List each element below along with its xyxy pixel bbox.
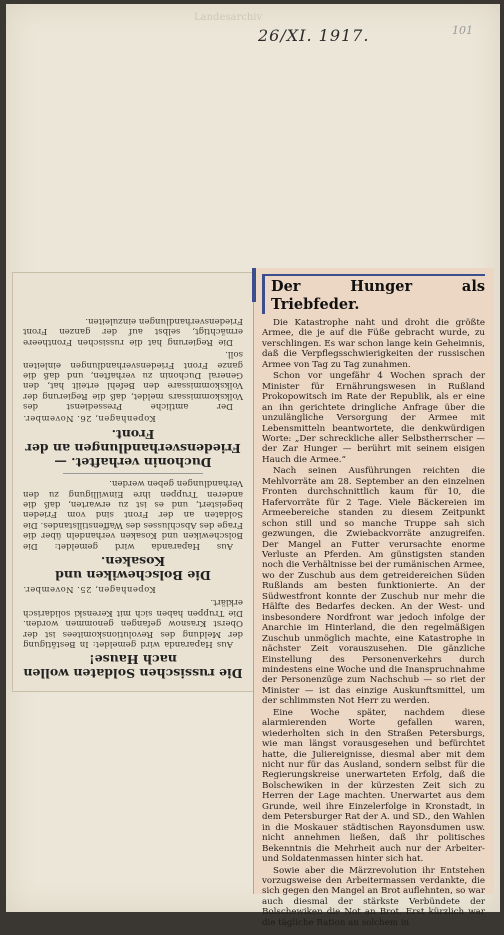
article-clipping [253, 268, 494, 928]
article-paragraph: Sowie aber die Märzrevolution ihr Entstehen vorzugsweise den Arbeitermassen verdankte, die sich gegen den Mangel an Brot auflehnten, so war auch diesmal der stärkste Verbündete der Bolschewiken die Not an Brot. Erst kürzlich war die tägliche Ration an solchem in [262, 865, 485, 928]
article-paragraph: Nach seinen Ausführungen reichten die Mehlvorräte am 28. September an den einzelnen Fronten durchschnittlich kaum für 10, die Hafervorräte für 2 Tage. Viele Bäckereien im Armeebereiche standen zu diesem Zeitpunkt schon still und so manche Truppe sah sich gezwungen, die Zwiebackvorräte anzugreifen. Der Mangel an Futter verursachte enorme Verluste an Pferden. Am günstigsten standen noch die Verhältnisse bei der rumänischen Armee, wo der Zuschub aus dem getreidereichen Süden Rußlands am besten funktionierte. An der Südwestfront konnte der Zuschub nur mehr die Hälfte des Bedarfes decken. An der West- und insbesondere Nordfront war jedoch infolge der Anarchie im Hinterland, die den regelmäßigen Zuschub unmöglich machte, eine Katastrophe in nächster Zeit vorauszusehen. Die gänzliche Einstellung des Personenverkehrs durch mindestens eine Woche und die Inanspruchnahme der Personenzüge zum Nachschub — so riet der Minister — ist das einzige Auskunftsmittel, um der schlimmsten Not Herr zu werden. [262, 466, 485, 707]
faint-stamp: Landesarchiv [194, 12, 263, 23]
separator-rule [63, 473, 203, 474]
clipping-heading: Duchonin verhaftet. — Friedensverhandlungen an der Front. [25, 426, 241, 470]
clipping-paragraph: Aus Haparanda wird gemeldet: In Bestätigung der Meldung des Revolutionskomitees ist der Oberst Krasnow gefangen genommen worden. Die Truppen haben sich mit Kerenski solidarisch erklärt. [23, 597, 243, 649]
article-paragraph: Schon vor ungefähr 4 Wochen sprach der Minister für Ernährungswesen in Rußland Prokopowitsch im Rate der Republik, als er eine an ihn gerichtete dringliche Anfrage über die unzulängliche Versorgung der Armee mit Lebensmitteln beantwortete, die denkwürdigen Worte: „Der schreckliche aller Selbstherrscher — der Zar Hunger — berührt mit seinem eisigen Hauch die Armee.“ [262, 371, 485, 465]
dateline: Kopenhagen, 26. November. [23, 413, 156, 424]
article-paragraph: Die Katastrophe naht und droht die größte Armee, die je auf die Füße gebracht wurde, zu verschlingen. Es war schon lange kein Geheimnis, daß die Verpflegsschwierigkeiten der russischen Armee von Tag zu Tag zunahmen. [262, 318, 485, 370]
dateline: Kopenhagen, 25. November. [23, 584, 156, 595]
upside-down-clipping-content [13, 273, 253, 691]
clipping-heading: Die russischen Soldaten wollen nach Hause! [23, 652, 243, 681]
blue-pencil-mark [252, 268, 256, 302]
page-number: 101 [452, 24, 473, 37]
clipping-heading: Die Bolschewiken und Kosaken. [55, 553, 211, 583]
clipping-paragraph: Der amtliche Pressedienst des Volkskommissars meldet, daß die Regierung der Volkskommissare den Befehl erteilt hat, den General Duchonin zu verhaften, und daß die ganze Front Friedensverhandlungen einleiten soll. [23, 349, 243, 412]
clipping-paragraph: Die Regierung hat die russischen Frontheere ermächtigt, selbst auf der ganzen Front Friedensverhandlungen einzuleiten. [23, 316, 243, 347]
article-content [254, 268, 494, 935]
upside-down-clipping [12, 272, 254, 692]
article-title: Der Hunger als Triebfeder. [262, 274, 485, 314]
article-paragraph: Eine Woche später, nachdem diese alarmierenden Worte gefallen waren, wiederholten sich in den Straßen Petersburgs, wie man längst vorausgesehen und befürchtet hatte, die Juliereignisse, diesmal aber mit dem nicht nur für das Ausland, sondern selbst für die Regierungskreise unerwarteten Erfolg, daß die Bolschewiken in der kürzesten Zeit sich zu Herren der Lage machten. Unerwartet aus dem Grunde, weil ihre Einzelerfolge in Kronstadt, in dem Petersburger Rat der A. und SD., den Wahlen in die Moskauer städtischen Rayonsdumen usw. nicht annehmen ließen, daß ihr politisches Bekenntnis die Mehrheit auch nur der Arbeiter- und Soldatenmassen hinter sich hat. [262, 707, 485, 865]
clipping-paragraph: Aus Haparanda wird gemeldet: Die Bolschewiken und Kosaken verhandeln über die Frage des Abschlusses des Waffenstillstandes. Die Soldaten an der Front sind vom Frieden begeistert, und es ist zu erwarten, daß die anderen Truppen ihre Einwilligung zu den Verhandlungen geben werden. [23, 478, 243, 551]
handwritten-date: 26/XI. 1917. [258, 26, 370, 45]
